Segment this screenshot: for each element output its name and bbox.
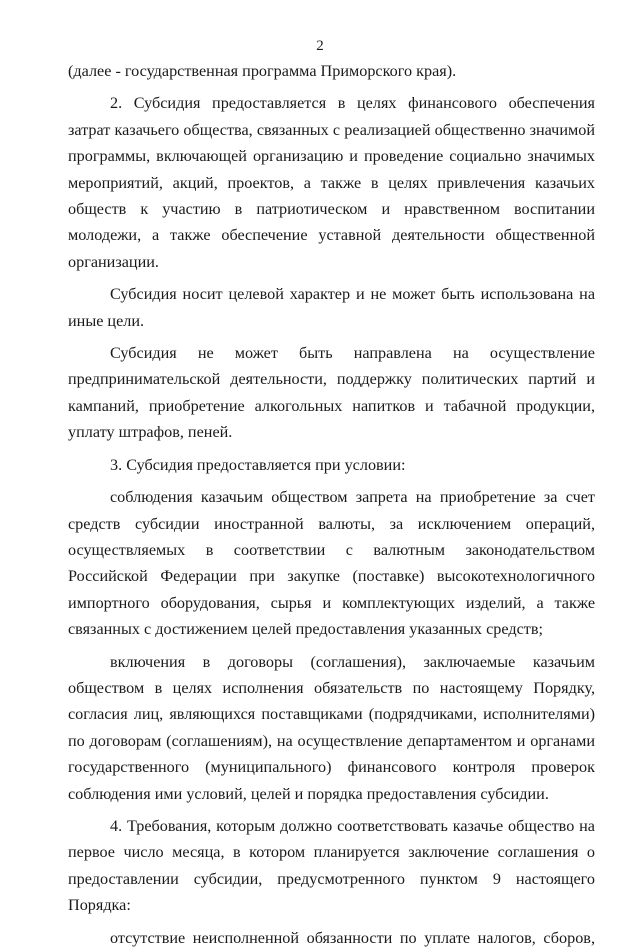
paragraph-7: включения в договоры (соглашения), заключаемые казачьим обществом в целях исполнения обязательств по настоящему Порядку, согласия лиц, являющихся поставщиками (подрядчиками, исполнителями) по договорам (соглашениям), на осуществление департаментом и органами государственного (муниципального) финансового контроля проверок соблюдения ими условий, целей и порядка предоставления субсидии. [68, 652, 595, 803]
paragraph-8: 4. Требования, которым должно соответствовать казачье общество на первое число месяца, в котором планируется заключение соглашения о предоставлении субсидии, предусмотренного пунктом 9 настоящего Порядка: [68, 816, 595, 915]
paragraph-3: Субсидия носит целевой характер и не может быть использована на иные цели. [68, 285, 595, 330]
paragraph-6: соблюдения казачьим обществом запрета на приобретение за счет средств субсидии иностранной валюты, за исключением операций, осуществляемых в соответствии с валютным законодательством Российской Федерации при закупке (поставке) высокотехнологичного импортного оборудования, сырья и комплектующих изделий, а также связанных с достижением целей предоставления указанных средств; [68, 488, 595, 639]
paragraph-4: Субсидия не может быть направлена на осуществление предпринимательской деятельности, поддержку политических партий и кампаний, приобретение алкогольных напитков и табачной продукции, уплату штрафов, пеней. [68, 344, 595, 442]
document-body [68, 58, 595, 951]
paragraph-5: 3. Субсидия предоставляется при условии: [110, 455, 406, 474]
paragraph-1: (далее - государственная программа Приморского края). [68, 62, 457, 80]
paragraph-2: 2. Субсидия предоставляется в целях финансового обеспечения затрат казачьего общества, связанных с реализацией общественно значимой программы, включающей организацию и проведение социально значимых мероприятий, акций, проектов, а также в целях привлечения казачьих обществ к участию в патриотическом и нравственном воспитании молодежи, а также обеспечение уставной деятельности общественной организации. [68, 94, 595, 271]
paragraph-9: отсутствие неисполненной обязанности по уплате налогов, сборов, [110, 928, 595, 947]
page-number: 2 [316, 38, 324, 54]
